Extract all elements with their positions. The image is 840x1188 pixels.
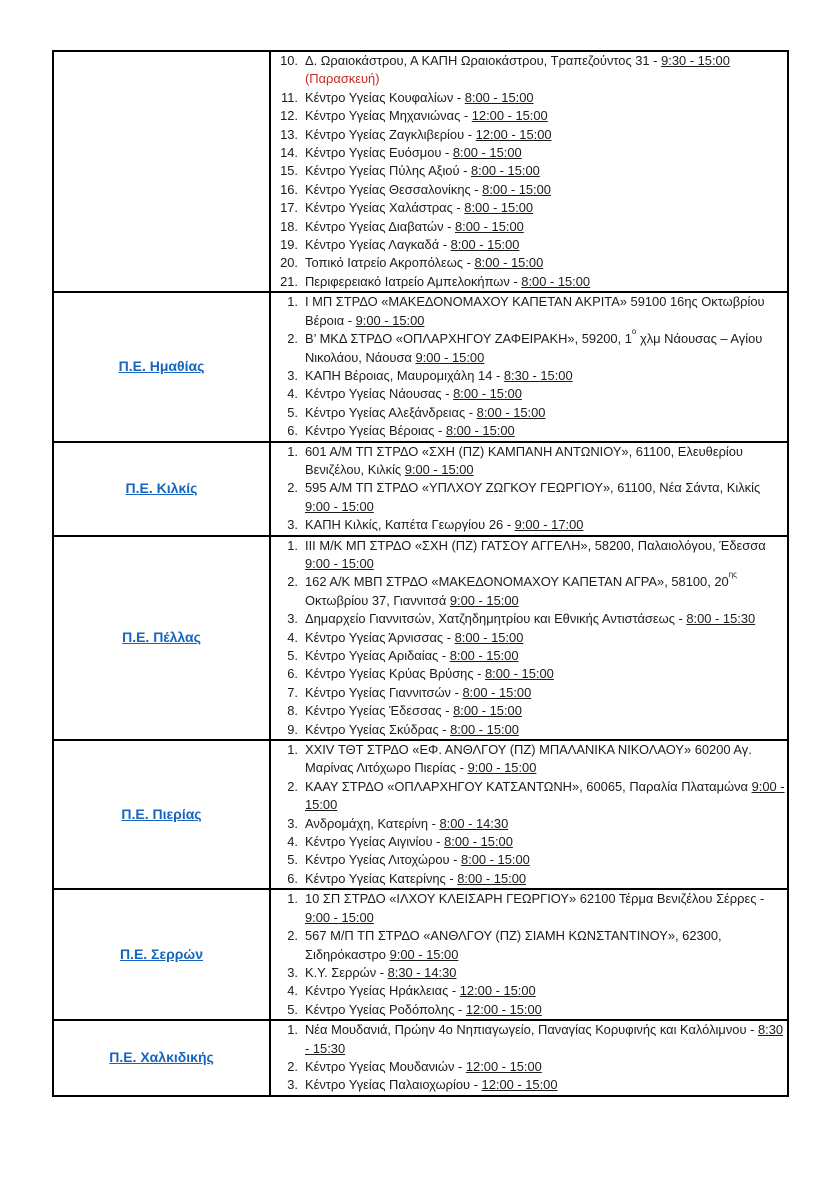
text-segment: Κέντρο Υγείας Γιαννιτσών - [305, 684, 463, 700]
item-number: 2. [287, 778, 298, 794]
item-number: 1. [287, 443, 298, 459]
items-cell [270, 740, 788, 889]
list-item [271, 443, 787, 480]
text-segment: Β’ ΜΚΔ ΣΤΡΔΟ «ΟΠΛΑΡΧΗΓΟΥ ΖΑΦΕΙΡΑΚΗ», 59200, 1 [305, 331, 632, 347]
list-item [271, 162, 787, 180]
region-link[interactable]: Π.Ε. Πιερίας [121, 806, 202, 823]
item-content [305, 815, 787, 833]
list-item [271, 385, 787, 403]
items-cell [270, 292, 788, 441]
time-range: 8:00 - 15:00 [449, 648, 519, 663]
item-number: 2. [287, 574, 298, 590]
item-number: 4. [287, 386, 298, 402]
item-content [305, 1058, 787, 1076]
text-segment: Δημαρχείο Γιαννιτσών, Χατζηδημητρίου και Εθνικής Αντιστάσεως - [305, 611, 687, 627]
time-range: 12:00 - 15:00 [471, 108, 548, 124]
item-number: 13. [280, 126, 298, 142]
item-content [305, 89, 787, 107]
item-content [305, 293, 787, 330]
time-range: 12:00 - 15:00 [459, 983, 536, 999]
item-number: 7. [287, 684, 298, 700]
item-number: 2. [287, 1058, 298, 1074]
region-cell [53, 889, 270, 1020]
item-number: 15. [280, 163, 298, 179]
list-item [271, 422, 787, 440]
region-cell [53, 740, 270, 889]
text-segment: Κέντρο Υγείας Έδεσσας - [305, 703, 454, 719]
item-content [305, 443, 787, 480]
region-link[interactable]: Π.Ε. Κιλκίς [125, 480, 198, 497]
item-number: 2. [287, 928, 298, 944]
items-list [271, 443, 787, 535]
item-number: 2. [287, 480, 298, 496]
item-content [305, 479, 787, 516]
item-number: 3. [287, 1077, 298, 1093]
text-segment: Κέντρο Υγείας Αριδαίας - [305, 648, 450, 663]
item-content [305, 236, 787, 254]
item-content [305, 144, 787, 162]
list-item [271, 327, 787, 367]
items-cell [270, 1020, 788, 1096]
region-cell [53, 51, 270, 292]
text-segment: Κέντρο Υγείας Νάουσας - [305, 386, 454, 402]
text-segment: Δ. Ωραιοκάστρου, Α ΚΑΠΗ Ωραιοκάστρου, Τραπεζούντος 31 - [305, 53, 662, 68]
text-segment: ΚΑΑΥ ΣΤΡΔΟ «ΟΠΛΑΡΧΗΓΟΥ ΚΑΤΣΑΝΤΩΝΗ», 60065, Παραλία Πλαταμώνα [305, 778, 752, 794]
list-item [271, 684, 787, 702]
region-cell [53, 536, 270, 740]
time-range: 8:00 - 15:00 [476, 404, 546, 420]
list-item [271, 367, 787, 385]
list-item [271, 629, 787, 647]
item-number: 4. [287, 629, 298, 645]
text-segment: Ανδρομάχη, Κατερίνη - [305, 815, 440, 831]
time-range: 9:00 - 15:00 [389, 946, 459, 962]
time-range: 9:00 - 17:00 [514, 517, 584, 533]
regions-table-body [53, 51, 788, 1096]
text-segment: Κέντρο Υγείας Πύλης Αξιού - [305, 163, 471, 179]
time-range: 8:00 - 14:30 [439, 815, 509, 831]
time-range: 8:00 - 15:00 [485, 666, 554, 682]
text-segment: ΚΑΠΗ Κιλκίς, Καπέτα Γεωργίου 26 - [305, 517, 515, 533]
item-content [305, 162, 787, 180]
time-range: 8:00 - 15:00 [474, 255, 544, 271]
list-item [271, 851, 787, 869]
item-content [305, 927, 787, 964]
text-segment: Κέντρο Υγείας Λιτοχώρου - [305, 852, 462, 868]
list-item [271, 516, 787, 534]
item-content [305, 870, 787, 888]
text-segment: Κέντρο Υγείας Ευόσμου - [305, 145, 453, 161]
list-item [271, 181, 787, 199]
time-range: 9:00 - 15:00 [355, 312, 425, 328]
list-item [271, 815, 787, 833]
item-number: 20. [280, 255, 298, 271]
item-content [305, 1021, 787, 1058]
time-range: 8:30 - 15:30 [305, 1022, 784, 1056]
item-number: 1. [287, 537, 298, 553]
list-item [271, 144, 787, 162]
time-range: 9:00 - 15:00 [404, 461, 474, 477]
text-segment: Κέντρο Υγείας Χαλάστρας - [305, 200, 465, 216]
item-number: 12. [280, 108, 298, 124]
item-number: 3. [287, 517, 298, 533]
time-range: 8:30 - 14:30 [387, 964, 457, 980]
items-list [271, 52, 787, 291]
region-row [53, 740, 788, 889]
time-range: 9:00 - 15:00 [449, 592, 519, 608]
time-range: 12:00 - 15:00 [465, 1001, 542, 1017]
item-content [305, 385, 787, 403]
item-content [305, 629, 787, 647]
time-range: 8:00 - 15:00 [457, 870, 527, 886]
text-segment: Κέντρο Υγείας Παλαιοχωρίου - [305, 1077, 482, 1093]
item-content [305, 684, 787, 702]
time-range: 9:00 - 15:00 [415, 349, 485, 365]
time-range: 8:00 - 15:00 [461, 852, 530, 868]
items-list [271, 537, 787, 739]
item-content [305, 126, 787, 144]
item-content [305, 367, 787, 385]
text-segment: Κέντρο Υγείας Μουδανιών - [305, 1058, 466, 1074]
text-segment: 10 ΣΠ ΣΤΡΔΟ «ΙΛΧΟΥ ΚΛΕΙΣΑΡΗ ΓΕΩΡΓΙΟΥ» 62100 Τέρμα Βενιζέλου Σέρρες - [305, 891, 765, 907]
text-segment: Κέντρο Υγείας Κατερίνης - [305, 870, 458, 886]
item-content [305, 404, 787, 422]
items-cell [270, 51, 788, 292]
item-number: 14. [280, 145, 298, 161]
item-content [305, 964, 787, 982]
list-item [271, 870, 787, 888]
item-number: 8. [287, 703, 298, 719]
text-segment: χλμ Νάουσας – Αγίου Νικολάου, Νάουσα [305, 331, 763, 365]
list-item [271, 1076, 787, 1094]
list-item [271, 964, 787, 982]
item-number: 3. [287, 367, 298, 383]
regions-table [52, 50, 789, 1097]
text-segment: Κέντρο Υγείας Διαβατών - [305, 218, 455, 234]
time-range: 12:00 - 15:00 [475, 126, 552, 142]
items-cell [270, 442, 788, 536]
text-segment: Κ.Υ. Σερρών - [305, 964, 388, 980]
list-item [271, 52, 787, 89]
item-content [305, 702, 787, 720]
item-number: 6. [287, 423, 298, 439]
time-range: 8:00 - 15:00 [453, 703, 522, 719]
item-number: 3. [287, 611, 298, 627]
item-number: 1. [287, 294, 298, 310]
time-range: 9:00 - 15:00 [305, 909, 374, 925]
superscript: ης [728, 570, 737, 580]
time-range: 9:00 - 15:00 [305, 498, 374, 514]
item-number: 4. [287, 983, 298, 999]
list-item [271, 1021, 787, 1058]
time-range: 8:00 - 15:00 [454, 218, 524, 234]
time-range: 8:00 - 15:00 [454, 629, 524, 645]
time-range: 8:00 - 15:00 [452, 145, 522, 161]
item-number: 11. [281, 89, 298, 105]
region-row [53, 442, 788, 536]
list-item [271, 833, 787, 851]
time-range: 8:00 - 15:00 [450, 237, 520, 253]
item-number: 5. [287, 1001, 298, 1017]
text-segment: Περιφερειακό Ιατρείο Αμπελοκήπων - [305, 273, 522, 289]
text-segment: Κέντρο Υγείας Βέροιας - [305, 423, 446, 439]
region-cell [53, 1020, 270, 1096]
item-content [305, 721, 787, 739]
item-content [305, 422, 787, 440]
list-item [271, 570, 787, 610]
item-number: 5. [287, 404, 298, 420]
list-item [271, 721, 787, 739]
text-segment: 595 Α/Μ ΤΠ ΣΤΡΔΟ «ΥΠΛΧΟΥ ΖΩΓΚΟΥ ΓΕΩΡΓΙΟΥ», 61100, Νέα Σάντα, Κιλκίς [305, 480, 761, 496]
text-segment: Κέντρο Υγείας Σκύδρας - [305, 721, 451, 737]
region-link[interactable]: Π.Ε. Χαλκιδικής [109, 1049, 214, 1066]
text-segment: Ι ΜΠ ΣΤΡΔΟ «ΜΑΚΕΔΟΝΟΜΑΧΟΥ ΚΑΠΕΤΑΝ ΑΚΡΙΤΑ» 59100 16ης Οκτωβρίου Βέροια - [305, 294, 765, 328]
list-item [271, 741, 787, 778]
item-number: 21. [280, 273, 298, 289]
item-content [305, 181, 787, 199]
region-row [53, 1020, 788, 1096]
items-list [271, 293, 787, 440]
item-content [305, 778, 787, 815]
text-segment: XXIV ΤΘΤ ΣΤΡΔΟ «ΕΦ. ΑΝΘΛΓΟΥ (ΠΖ) ΜΠΑΛΑΝΙΚΑ ΝΙΚΟΛΑΟΥ» 60200 Αγ. Μαρίνας Λιτόχωρο Πιερίας - [305, 742, 752, 776]
list-item [271, 927, 787, 964]
list-item [271, 236, 787, 254]
time-range: 9:00 - 15:00 [305, 778, 785, 813]
item-content [305, 890, 787, 927]
day-note: (Παρασκευή) [305, 71, 380, 87]
time-range: 8:00 - 15:00 [444, 834, 513, 850]
list-item [271, 537, 787, 574]
item-number: 9. [287, 721, 298, 737]
item-content [305, 107, 787, 125]
item-content [305, 647, 787, 665]
item-content [305, 327, 787, 367]
item-content [305, 537, 787, 574]
list-item [271, 1001, 787, 1019]
list-item [271, 107, 787, 125]
list-item [271, 479, 787, 516]
list-item [271, 293, 787, 330]
time-range: 9:00 - 15:00 [305, 555, 374, 571]
list-item [271, 647, 787, 665]
item-number: 5. [287, 648, 298, 663]
text-segment: Κέντρο Υγείας Θεσσαλονίκης - [305, 181, 483, 197]
superscript: ο [631, 327, 637, 337]
time-range: 8:00 - 15:00 [470, 163, 540, 179]
item-number: 6. [287, 666, 298, 682]
item-content [305, 851, 787, 869]
text-segment: Κέντρο Υγείας Λαγκαδά - [305, 237, 451, 253]
item-content [305, 982, 787, 1000]
item-number: 2. [287, 331, 298, 347]
text-segment: Κέντρο Υγείας Κουφαλίων - [305, 89, 465, 105]
time-range: 8:00 - 15:00 [450, 721, 519, 737]
time-range: 8:00 - 15:00 [453, 386, 522, 402]
item-number: 18. [280, 218, 298, 234]
region-row [53, 51, 788, 292]
text-segment: 162 Α/Κ ΜΒΠ ΣΤΡΔΟ «ΜΑΚΕΔΟΝΟΜΑΧΟΥ ΚΑΠΕΤΑΝ ΑΓΡΑ», 58100, 20 [305, 574, 729, 590]
region-link[interactable]: Π.Ε. Ημαθίας [118, 358, 205, 375]
item-content [305, 199, 787, 217]
item-content [305, 218, 787, 236]
text-segment: ΚΑΠΗ Βέροιας, Μαυρομιχάλη 14 - [305, 367, 504, 383]
region-cell [53, 292, 270, 441]
list-item [271, 890, 787, 927]
text-segment: ΙΙΙ Μ/Κ ΜΠ ΣΤΡΔΟ «ΣΧΗ (ΠΖ) ΓΑΤΣΟΥ ΑΓΓΕΛΗ», 58200, Παλαιολόγου, Έδεσσα [305, 537, 766, 553]
item-number: 19. [280, 237, 298, 253]
item-number: 6. [287, 870, 298, 886]
list-item [271, 273, 787, 291]
text-segment: 567 Μ/Π ΤΠ ΣΤΡΔΟ «ΑΝΘΛΓΟΥ (ΠΖ) ΣΙΑΜΗ ΚΩΝΣΤΑΝΤΙΝΟΥ», 62300, Σιδηρόκαστρο [305, 928, 722, 962]
text-segment: Κέντρο Υγείας Αιγινίου - [305, 834, 445, 850]
time-range: 8:00 - 15:00 [462, 684, 532, 700]
list-item [271, 218, 787, 236]
item-number: 1. [287, 1022, 298, 1038]
list-item [271, 702, 787, 720]
list-item [271, 89, 787, 107]
time-range: 9:00 - 15:00 [467, 760, 537, 776]
time-range: 8:00 - 15:00 [464, 89, 534, 105]
text-segment: Κέντρο Υγείας Κρύας Βρύσης - [305, 666, 486, 682]
time-range: 8:00 - 15:00 [464, 200, 534, 216]
items-cell [270, 536, 788, 740]
item-content [305, 1001, 787, 1019]
items-cell [270, 889, 788, 1020]
time-range: 8:00 - 15:00 [445, 423, 515, 439]
region-cell [53, 442, 270, 536]
item-content [305, 516, 787, 534]
region-row [53, 536, 788, 740]
text-segment: Νέα Μουδανιά, Πρώην 4ο Νηπιαγωγείο, Παναγίας Κορυφινής και Καλόλιμνου - [305, 1022, 758, 1038]
time-range: 12:00 - 15:00 [465, 1058, 542, 1074]
item-number: 16. [280, 181, 298, 197]
text-segment: Οκτωβρίου 37, Γιαννιτσά [305, 592, 450, 608]
item-number: 1. [287, 891, 298, 907]
text-segment: Κέντρο Υγείας Αλεξάνδρειας - [305, 404, 477, 420]
time-range: 8:00 - 15:00 [482, 181, 551, 197]
text-segment: Κέντρο Υγείας Ροδόπολης - [305, 1001, 466, 1017]
list-item [271, 1058, 787, 1076]
item-number: 4. [287, 834, 298, 850]
time-range: 8:00 - 15:30 [686, 611, 756, 627]
text-segment: Τοπικό Ιατρείο Ακροπόλεως - [305, 255, 475, 271]
region-link[interactable]: Π.Ε. Σερρών [119, 946, 204, 963]
item-number: 5. [287, 852, 298, 868]
region-link[interactable]: Π.Ε. Πέλλας [122, 629, 201, 646]
text-segment: 601 Α/Μ ΤΠ ΣΤΡΔΟ «ΣΧΗ (ΠΖ) ΚΑΜΠΑΝΗ ΑΝΤΩΝΙΟΥ», 61100, Ελευθερίου Βενιζέλου, Κιλκίς [305, 443, 743, 477]
list-item [271, 404, 787, 422]
item-content [305, 1076, 787, 1094]
item-content [305, 570, 787, 610]
item-number: 17. [280, 200, 298, 216]
item-content [305, 610, 787, 628]
item-content [305, 52, 787, 89]
region-row [53, 889, 788, 1020]
time-range: 8:00 - 15:00 [521, 273, 591, 289]
items-list [271, 890, 787, 1019]
item-number: 10. [280, 53, 298, 68]
item-number: 1. [287, 742, 298, 758]
text-segment: Κέντρο Υγείας Άρνισσας - [305, 629, 455, 645]
time-range: 8:30 - 15:00 [503, 367, 573, 383]
text-segment: Κέντρο Υγείας Ζαγκλιβερίου - [305, 126, 476, 142]
item-number: 3. [287, 815, 298, 831]
text-segment: Κέντρο Υγείας Μηχανιώνας - [305, 108, 472, 124]
list-item [271, 610, 787, 628]
list-item [271, 254, 787, 272]
item-content [305, 833, 787, 851]
list-item [271, 982, 787, 1000]
items-list [271, 1021, 787, 1095]
list-item [271, 665, 787, 683]
item-number: 3. [287, 964, 298, 980]
item-content [305, 273, 787, 291]
items-list [271, 741, 787, 888]
text-segment: Κέντρο Υγείας Ηράκλειας - [305, 983, 460, 999]
time-range: 12:00 - 15:00 [481, 1077, 558, 1093]
item-content [305, 254, 787, 272]
list-item [271, 778, 787, 815]
region-row [53, 292, 788, 441]
item-content [305, 741, 787, 778]
item-content [305, 665, 787, 683]
list-item [271, 199, 787, 217]
time-range: 9:30 - 15:00 [661, 53, 730, 68]
list-item [271, 126, 787, 144]
